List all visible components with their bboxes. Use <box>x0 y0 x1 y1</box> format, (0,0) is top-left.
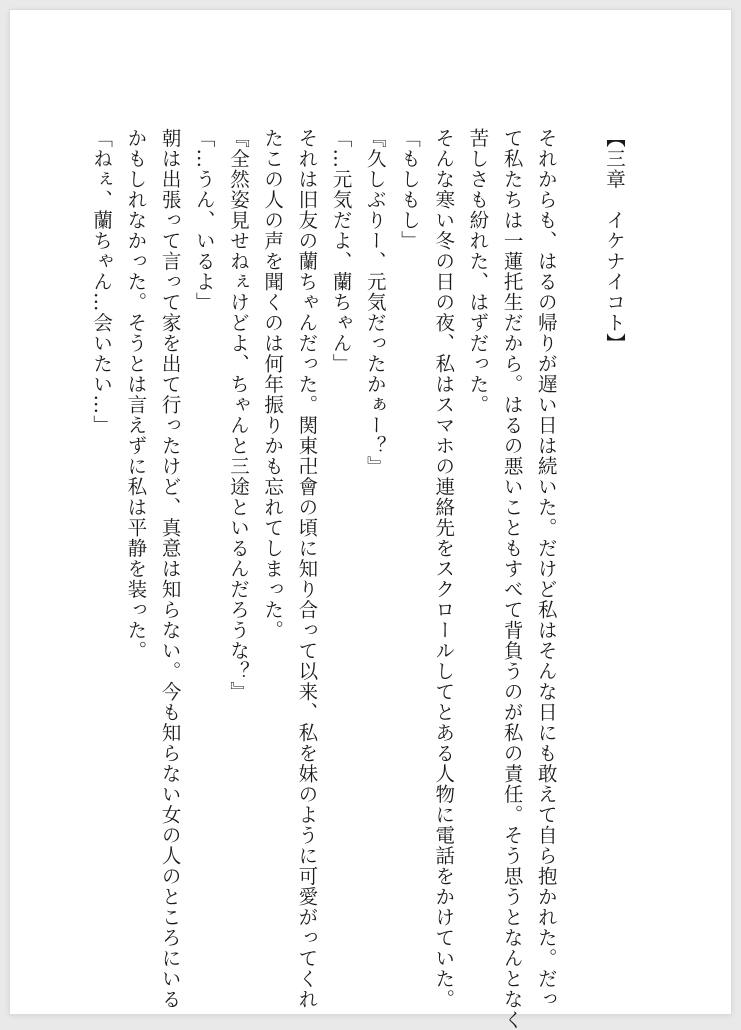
text-line: 朝は出張って言って家を出て行ったけど、真意は知らない。今も知らない女の人のところにいる <box>158 128 182 1010</box>
text-line: そんな寒い冬の日の夜、私はスマホの連絡先をスクロールしてとある人物に電話をかけていた。 <box>432 128 456 1010</box>
text-line: たこの人の声を聞くのは何年振りかも忘れてしまった。 <box>261 128 285 641</box>
text-line: 「ねぇ、蘭ちゃん…会いたい…」 <box>90 128 114 436</box>
text-line: 『全然姿見せねぇけどよ、ちゃんと三途といるんだろうな？』 <box>226 128 250 702</box>
text-line: かもしれなかった。そうとは言えずに私は平静を装った。 <box>124 128 148 661</box>
text-line: 苦しさも紛れた、はずだった。 <box>466 128 490 415</box>
vertical-text-body <box>90 128 631 1030</box>
text-line: 『久しぶりー、元気だったかぁー？』 <box>363 128 387 477</box>
text-line: 「…うん、いるよ」 <box>192 128 216 313</box>
document-page <box>10 10 731 1030</box>
chapter-title: 【三章 イケナイコト】 <box>603 128 626 354</box>
text-line: それは旧友の蘭ちゃんだった。関東卍會の頃に知り合って以来、私を妹のように可愛がってくれ <box>295 128 319 1010</box>
text-line: 「もしもし」 <box>397 128 421 251</box>
text-line: それからも、はるの帰りが遅い日は続いた。だけど私はそんな日にも敢えて自ら抱かれた。だっ <box>534 128 558 1010</box>
text-line: て私たちは一蓮托生だから。はるの悪いこともすべて背負うのが私の責任。そう思うとなんとなく <box>500 128 524 1030</box>
text-line: 「…元気だよ、蘭ちゃん」 <box>329 128 353 374</box>
